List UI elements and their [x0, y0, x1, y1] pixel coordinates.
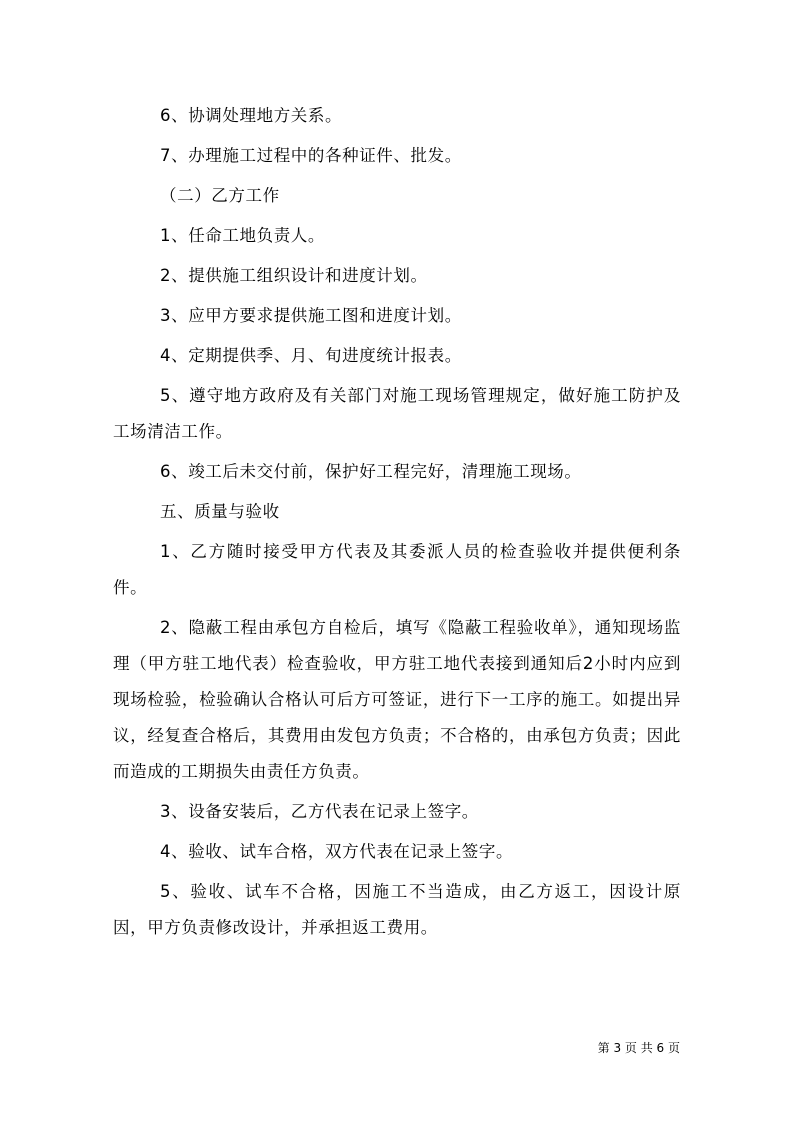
- paragraph-item-1-site-manager: 1、任命工地负责人。: [160, 226, 325, 245]
- paragraph-item-3-equipment-install: 3、设备安装后，乙方代表在记录上签字。: [160, 802, 479, 821]
- paragraph-item-4-trial-pass: 4、验收、试车合格，双方代表在记录上签字。: [160, 842, 514, 861]
- paragraph-item-1-inspection: 1、乙方随时接受甲方代表及其委派人员的检查验收并提供便利条件。: [113, 542, 681, 597]
- paragraph-item-7-permits: 7、办理施工过程中的各种证件、批发。: [160, 146, 462, 165]
- section-heading-quality-acceptance: 五、质量与验收: [160, 502, 280, 521]
- paragraph-item-6-coordinate: 6、协调处理地方关系。: [160, 106, 343, 125]
- paragraph-item-5-site-rules: 5、遵守地方政府及有关部门对施工现场管理规定，做好施工防护及工场清洁工作。: [113, 386, 681, 441]
- paragraph-item-4-reports: 4、定期提供季、月、旬进度统计报表。: [160, 346, 462, 365]
- paragraph-item-2-construction-plan: 2、提供施工组织设计和进度计划。: [160, 266, 428, 285]
- paragraph-item-6-protection: 6、竣工后未交付前，保护好工程完好，清理施工现场。: [160, 462, 582, 481]
- section-heading-party-b-work: （二）乙方工作: [160, 186, 280, 205]
- document-body: [113, 98, 681, 950]
- paragraph-item-3-drawings: 3、应甲方要求提供施工图和进度计划。: [160, 306, 462, 325]
- page-number: 第 3 页 共 6 页: [597, 1041, 680, 1055]
- paragraph-item-2-hidden-works: 2、隐蔽工程由承包方自检后，填写《隐蔽工程验收单》，通知现场监理（甲方驻工地代表）检查验收，甲方驻工地代表接到通知后2小时内应到现场检验，检验确认合格认可后方可签证，进行下一工序的施工。如提出异议，经复查合格后，其费用由发包方负责；不合格的，由承包方负责；因此而造成的工期损失由责任方负责。: [113, 618, 681, 781]
- paragraph-item-5-trial-fail: 5、验收、试车不合格，因施工不当造成，由乙方返工，因设计原因，甲方负责修改设计，并承担返工费用。: [113, 882, 681, 937]
